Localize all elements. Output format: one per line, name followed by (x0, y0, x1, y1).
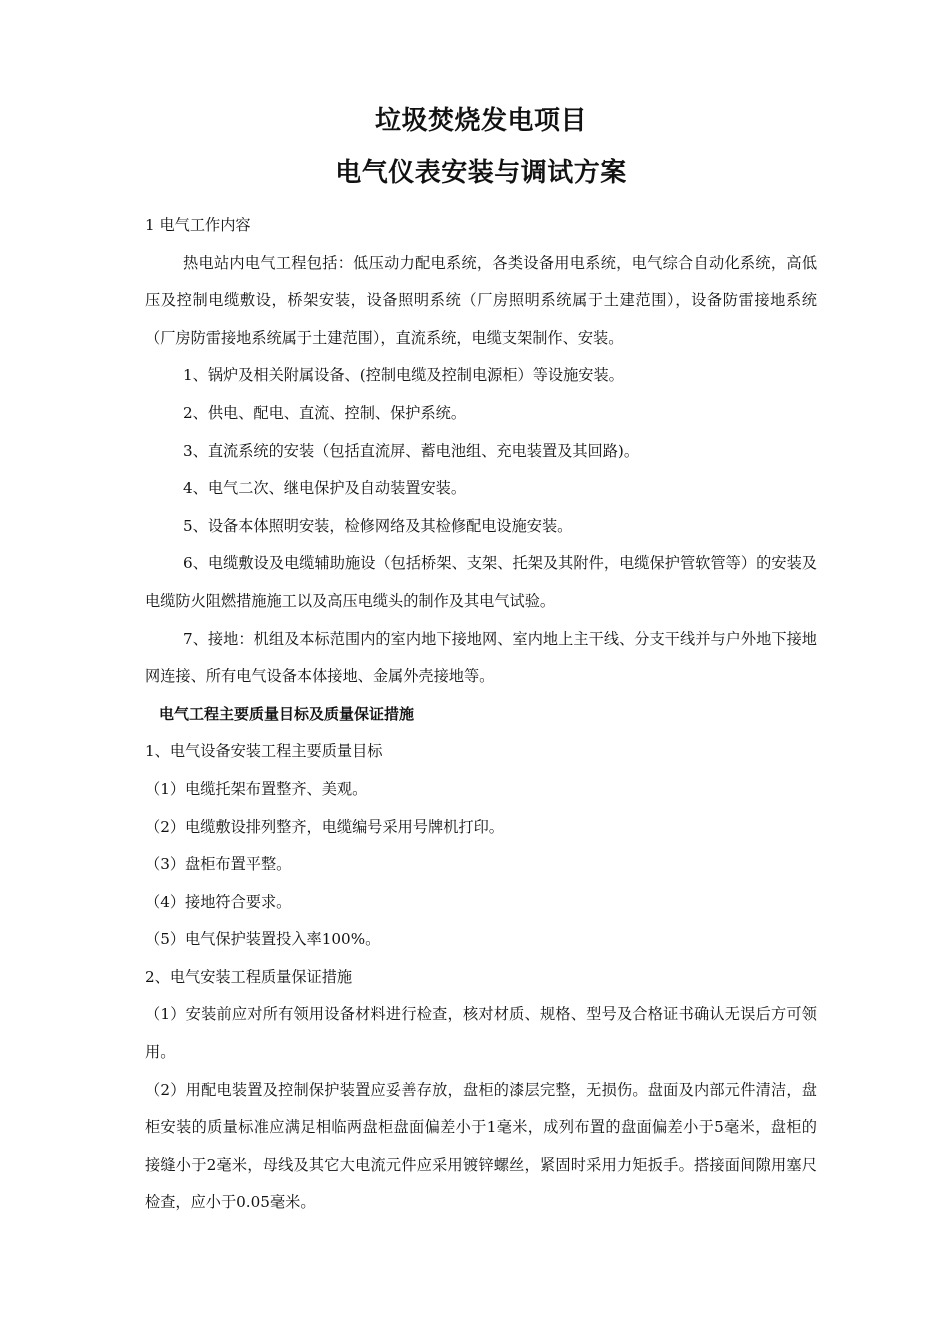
sub1-item: （2）电缆敷设排列整齐，电缆编号采用号牌机打印。 (145, 817, 504, 836)
sub1-heading: 1、电气设备安装工程主要质量目标 (145, 742, 383, 761)
sub1-item: （3）盘柜布置平整。 (145, 855, 292, 874)
section1-heading: 1 电气工作内容 (145, 216, 251, 234)
document-page (145, 95, 817, 1222)
sub2-item: （2）用配电装置及控制保护装置应妥善存放，盘柜的漆层完整，无损伤。盘面及内部元件清洁，盘柜安装的质量标准应满足相临两盘柜盘面偏差小于1毫米，成列布置的盘面偏差小于5毫米，盘柜的接缝小于2毫米，母线及其它大电流元件应采用镀锌螺丝，紧固时采用力矩扳手。搭接面间隙用塞尺检查，应小于0.05毫米。 (145, 1080, 817, 1212)
section1-item: 2、供电、配电、直流、控制、保护系统。 (183, 403, 467, 422)
section1-intro: 热电站内电气工程包括：低压动力配电系统，各类设备用电系统，电气综合自动化系统，高低压及控制电缆敷设，桥架安装，设备照明系统（厂房照明系统属于土建范围），设备防雷接地系统（厂房防雷接地系统属于土建范围），直流系统，电缆支架制作、安装。 (145, 253, 817, 347)
sub1-item: （4）接地符合要求。 (145, 892, 292, 911)
section1-item: 5、设备本体照明安装，检修网络及其检修配电设施安装。 (183, 516, 573, 535)
sub2-item: （1）安装前应对所有领用设备材料进行检查，核对材质、规格、型号及合格证书确认无误后方可领用。 (145, 1005, 817, 1062)
sub1-item: （1）电缆托架布置整齐、美观。 (145, 779, 368, 798)
document-title-line2: 电气仪表安装与调试方案 (335, 158, 627, 188)
section1-item: 3、直流系统的安装（包括直流屏、蓄电池组、充电装置及其回路)。 (183, 441, 640, 460)
sub1-item: （5）电气保护装置投入率100%。 (145, 930, 381, 949)
section1-item: 7、接地：机组及本标范围内的室内地下接地网、室内地上主干线、分支干线并与户外地下接地网连接、所有电气设备本体接地、金属外壳接地等。 (145, 629, 817, 686)
section1-item: 6、电缆敷设及电缆辅助施设（包括桥架、支架、托架及其附件，电缆保护管软管等）的安装及电缆防火阻燃措施施工以及高压电缆头的制作及其电气试验。 (145, 554, 817, 610)
section2-heading: 电气工程主要质量目标及质量保证措施 (159, 704, 415, 723)
sub2-heading: 2、电气安装工程质量保证措施 (145, 967, 353, 986)
section1-item: 1、锅炉及相关附属设备、(控制电缆及控制电源柜）等设施安装。 (183, 366, 624, 385)
document-title-line1: 垃圾焚烧发电项目 (374, 106, 587, 136)
section1-item: 4、电气二次、继电保护及自动装置安装。 (183, 479, 467, 498)
